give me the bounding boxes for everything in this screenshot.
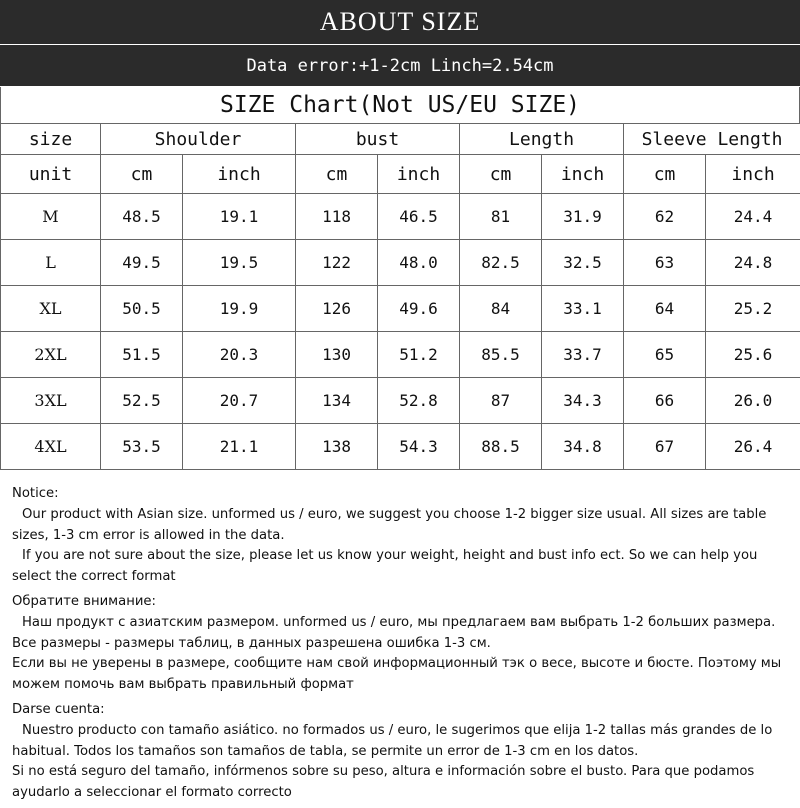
table-cell: 19.9 (183, 286, 296, 332)
notice-paragraph: Si no está seguro del tamaño, infórmenos sobre su peso, altura e información sobre el busto. Para que podamos ayudarlo a seleccionar el formato correcto (12, 762, 796, 804)
unit-header: inch (378, 155, 460, 194)
table-row (1, 194, 800, 240)
notes-spanish (12, 700, 796, 804)
size-cell: 3XL (1, 378, 101, 424)
size-chart-table (0, 123, 800, 470)
table-cell: 34.3 (542, 378, 624, 424)
table-cell: 82.5 (460, 240, 542, 286)
table-cell: 130 (296, 332, 378, 378)
notes-russian (12, 592, 796, 696)
table-cell: 51.5 (101, 332, 183, 378)
table-cell: 126 (296, 286, 378, 332)
table-row (1, 286, 800, 332)
table-cell: 64 (624, 286, 706, 332)
notice-paragraph: Если вы не уверены в размере, сообщите нам свой информационный тэк о весе, высоте и бюсте. Поэтому мы можем помочь вам выбрать правильный формат (12, 654, 796, 696)
notice-title-es: Darse cuenta: (12, 700, 796, 721)
size-notes (12, 484, 796, 808)
table-cell: 48.0 (378, 240, 460, 286)
table-cell: 81 (460, 194, 542, 240)
group-header-length: Length (460, 124, 624, 155)
table-row (1, 332, 800, 378)
table-cell: 20.7 (183, 378, 296, 424)
group-header-bust: bust (296, 124, 460, 155)
unit-header: cm (296, 155, 378, 194)
about-size-banner (0, 0, 800, 44)
unit-row-label: unit (1, 155, 101, 194)
notice-title-ru: Обратите внимание: (12, 592, 796, 613)
table-cell: 67 (624, 424, 706, 470)
table-cell: 21.1 (183, 424, 296, 470)
table-cell: 50.5 (101, 286, 183, 332)
unit-header: cm (460, 155, 542, 194)
table-row (1, 424, 800, 470)
table-cell: 118 (296, 194, 378, 240)
table-cell: 54.3 (378, 424, 460, 470)
size-cell: 4XL (1, 424, 101, 470)
table-cell: 46.5 (378, 194, 460, 240)
table-cell: 53.5 (101, 424, 183, 470)
data-error-banner (0, 45, 800, 86)
table-cell: 84 (460, 286, 542, 332)
table-row (1, 378, 800, 424)
table-cell: 20.3 (183, 332, 296, 378)
table-cell: 134 (296, 378, 378, 424)
table-cell: 24.8 (706, 240, 800, 286)
size-cell: 2XL (1, 332, 101, 378)
table-cell: 26.4 (706, 424, 800, 470)
table-cell: 33.7 (542, 332, 624, 378)
table-cell: 85.5 (460, 332, 542, 378)
unit-header-row (1, 155, 800, 194)
notice-paragraph: Все размеры - размеры таблиц, в данных разрешена ошибка 1-3 см. (12, 634, 796, 655)
table-cell: 26.0 (706, 378, 800, 424)
table-cell: 34.8 (542, 424, 624, 470)
notice-paragraph: Наш продукт с азиатским размером. unformed us / euro, мы предлагаем вам выбрать 1-2 больших размера. (12, 613, 796, 634)
page-title: ABOUT SIZE (320, 7, 480, 37)
table-cell: 32.5 (542, 240, 624, 286)
table-cell: 19.1 (183, 194, 296, 240)
group-header-sleeve-length: Sleeve Length (624, 124, 800, 155)
unit-header: inch (706, 155, 800, 194)
unit-header: cm (101, 155, 183, 194)
table-cell: 48.5 (101, 194, 183, 240)
size-cell: M (1, 194, 101, 240)
table-cell: 49.6 (378, 286, 460, 332)
data-error-text: Data error:+1-2cm Linch=2.54cm (246, 56, 553, 76)
size-cell: L (1, 240, 101, 286)
table-cell: 49.5 (101, 240, 183, 286)
table-cell: 122 (296, 240, 378, 286)
size-chart-title-bar (0, 87, 800, 123)
size-row-label: size (1, 124, 101, 155)
size-chart-title: SIZE Chart(Not US/EU SIZE) (220, 92, 580, 118)
table-cell: 51.2 (378, 332, 460, 378)
table-cell: 24.4 (706, 194, 800, 240)
table-cell: 52.5 (101, 378, 183, 424)
group-header-shoulder: Shoulder (101, 124, 296, 155)
table-cell: 62 (624, 194, 706, 240)
unit-header: inch (183, 155, 296, 194)
table-cell: 65 (624, 332, 706, 378)
table-cell: 88.5 (460, 424, 542, 470)
table-cell: 31.9 (542, 194, 624, 240)
table-row (1, 240, 800, 286)
table-cell: 25.2 (706, 286, 800, 332)
notice-paragraph: If you are not sure about the size, please let us know your weight, height and bust info ect. So we can help you select the correct format (12, 546, 796, 588)
table-cell: 138 (296, 424, 378, 470)
unit-header: inch (542, 155, 624, 194)
group-header-row (1, 124, 800, 155)
size-cell: XL (1, 286, 101, 332)
unit-header: cm (624, 155, 706, 194)
table-cell: 33.1 (542, 286, 624, 332)
table-cell: 87 (460, 378, 542, 424)
table-cell: 63 (624, 240, 706, 286)
notice-paragraph: Nuestro producto con tamaño asiático. no formados us / euro, le sugerimos que elija 1-2 tallas más grandes de lo habitual. Todos los tamaños son tamaños de tabla, se permite un error de 1-3 cm en los datos. (12, 721, 796, 763)
table-cell: 25.6 (706, 332, 800, 378)
table-cell: 52.8 (378, 378, 460, 424)
notice-paragraph: Our product with Asian size. unformed us / euro, we suggest you choose 1-2 bigger size usual. All sizes are table sizes, 1-3 cm error is allowed in the data. (12, 505, 796, 547)
table-cell: 66 (624, 378, 706, 424)
notes-english (12, 484, 796, 588)
notice-title-en: Notice: (12, 484, 796, 505)
table-cell: 19.5 (183, 240, 296, 286)
